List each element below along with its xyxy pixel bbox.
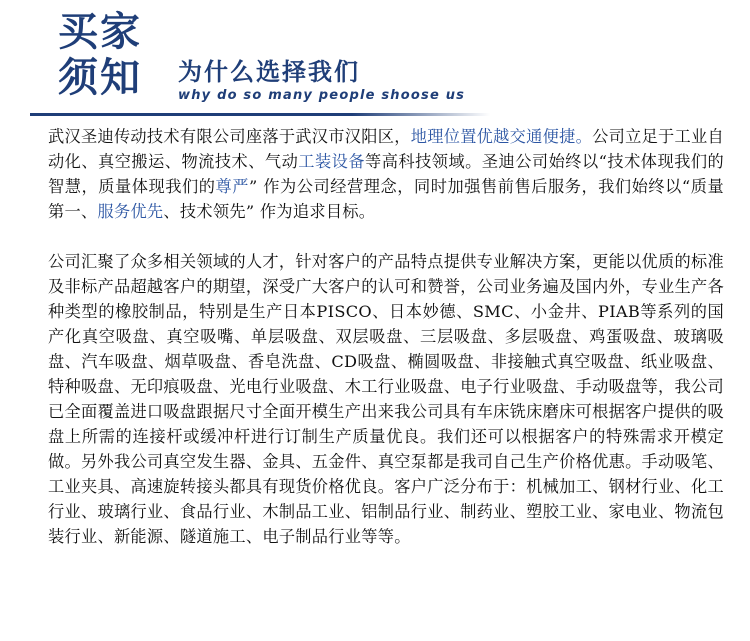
title-line-2: 须知 [58,54,142,101]
intro-highlight-equipment: 工装设备 [298,152,366,171]
intro-text-3: 等高科技领域。圣迪公司始终以“技术体现我们的智慧，质量体现我们的 [48,152,725,196]
title-line-1: 买家 [58,8,142,55]
header-divider [30,113,490,116]
header [0,0,750,120]
intro-highlight-service: 服务优先 [97,202,164,221]
intro-text-2: 公司立足于工业自动化、真空搬运、物流技术、气动 [48,127,725,171]
content-body [48,124,724,549]
page-title [58,10,142,100]
subtitle: why do so many people shoose us [178,88,466,103]
intro-highlight-location: 地理位置优越交通便捷。 [410,127,593,146]
intro-text-5: 、技术领先” 作为追求目标。 [163,202,376,221]
intro-highlight-dignity: 尊严 [215,177,249,196]
intro-text-1: 武汉圣迪传动技术有限公司座落于武汉市汉阳区， [48,127,411,146]
intro-text-4: ” 作为公司经营理念，同时加强售前售后服务，我们始终以“质量第一、 [48,177,724,221]
intro-paragraph [48,124,724,224]
products-paragraph: 公司汇聚了众多相关领域的人才，针对客户的产品特点提供专业解决方案，更能以优质的标准及非标产品超越客户的期望，深受广大客户的认可和赞誉，公司业务遍及国内外，专业生产各种类型的橡胶制品，特别是生产日本PISCO、日本妙德、SMC、小金井、PIAB等系列的国产化真空吸盘、真空吸嘴、单层吸盘、双层吸盘、三层吸盘、多层吸盘、鸡蛋吸盘、玻璃吸盘、汽车吸盘、烟草吸盘、香皂洗盘、CD吸盘、椭圆吸盘、非接触式真空吸盘、纸业吸盘、特种吸盘、无印痕吸盘、光电行业吸盘、木工行业吸盘、电子行业吸盘、手动吸盘等，我公司已全面覆盖进口吸盘跟据尺寸全面开模生产出来我公司具有车床铣床磨床可根据客户提供的吸盘上所需的连接杆或缓冲杆进行订制生产质量优良。我们还可以根据客户的特殊需求开模定做。另外我公司真空发生器、金具、五金件、真空泵都是我司自己生产价格优惠。手动吸笔、工业夹具、高速旋转接头都具有现货价格优良。客户广泛分布于：机械加工、钢材行业、化工行业、玻璃行业、食品行业、木制品工业、铝制品行业、制药业、塑胶工业、家电业、物流包装行业、新能源、隧道施工、电子制品行业等等。 [48,252,724,546]
slogan: 为什么选择我们 [178,58,360,86]
